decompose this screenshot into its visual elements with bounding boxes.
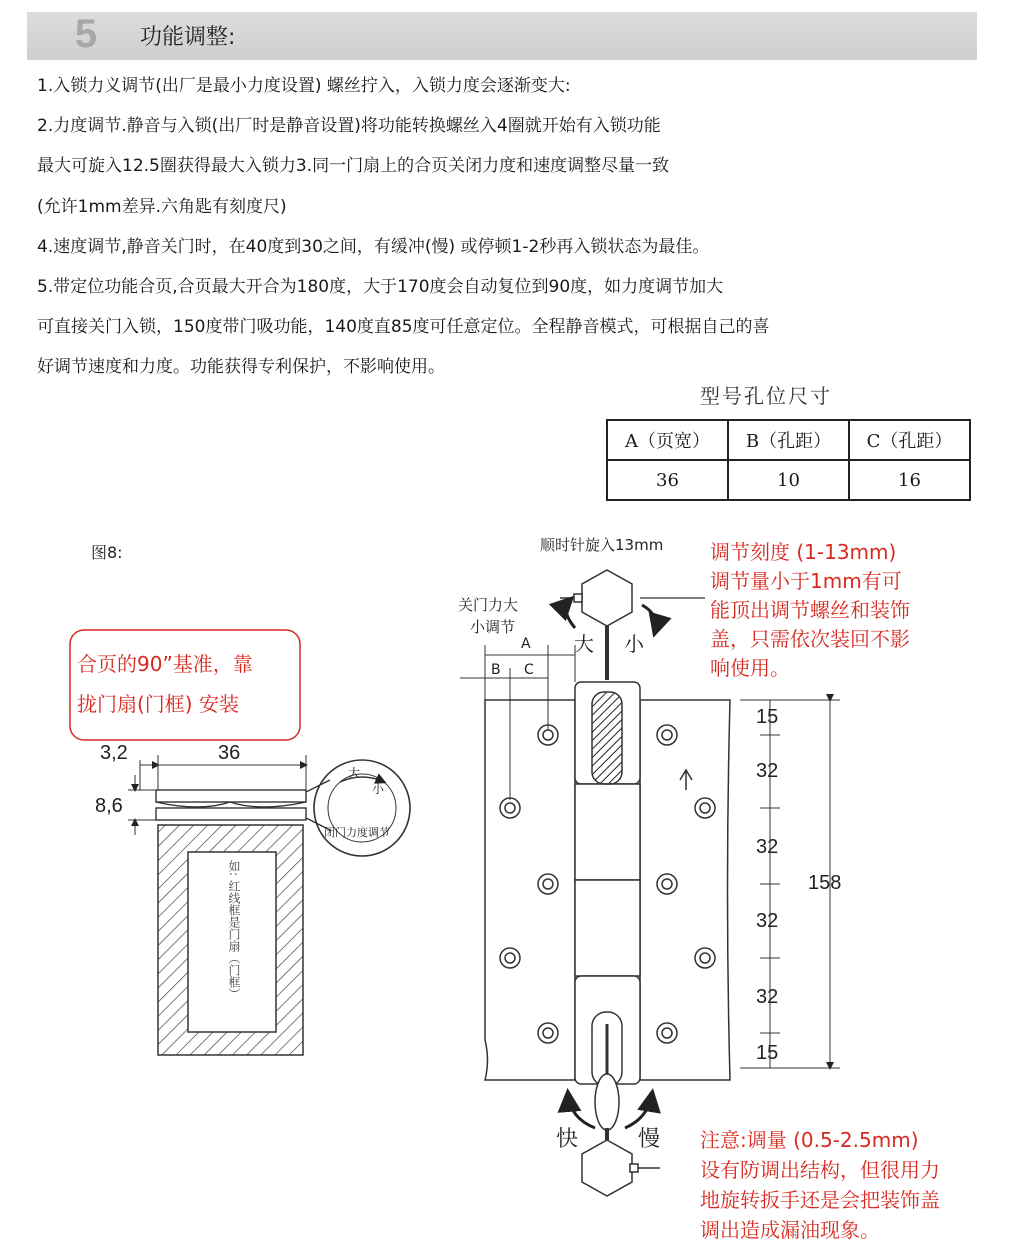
- paragraph-line: 好调节速度和力度。功能获得专利保护，不影响使用。: [37, 357, 445, 377]
- spec-header-b: B（孔距）: [728, 420, 849, 460]
- paragraph-line: 2.力度调节.静音与入锁(出厂时是静音设置)将功能转换螺丝入4圈就开始有入锁功能: [37, 116, 661, 136]
- arrow-label-slow: 慢: [638, 1127, 661, 1152]
- force-label-line-2: 小调节: [470, 618, 516, 636]
- adjust-note-line: 能顶出调节螺丝和装饰: [710, 598, 910, 622]
- clockwise-label: 顺时针旋入13mm: [540, 536, 664, 554]
- dial-label-text: 闭门力度调节: [324, 826, 390, 839]
- dim-label-a: A: [521, 636, 531, 652]
- adjust-note-line: 调节量小于1mm有可: [710, 569, 902, 593]
- spec-header-c: C（孔距）: [849, 420, 970, 460]
- dim-total-158: 158: [808, 872, 842, 894]
- force-label-line-1: 关门力大: [458, 596, 519, 614]
- dim-label-b: B: [491, 662, 501, 678]
- spec-value-c: 16: [849, 460, 970, 500]
- spec-value-a: 36: [607, 460, 728, 500]
- dial-label-big: 大: [348, 766, 361, 780]
- left-dimensions: [128, 755, 306, 835]
- left-note-line-1: 合页的90”基准，靠: [77, 652, 253, 676]
- dim-32: 32: [756, 986, 779, 1008]
- section-title: 功能调整:: [140, 25, 236, 50]
- caution-note-line: 注意:调量 (0.5-2.5mm): [700, 1128, 919, 1152]
- left-note-box: [70, 630, 300, 740]
- paragraph-line: 可直接关门入锁，150度带门吸功能，140度直85度可任意定位。全程静音模式，可根据自己的喜: [37, 317, 770, 337]
- spec-header-a: A（页宽）: [607, 420, 728, 460]
- dim-32: 32: [756, 910, 779, 932]
- dim-36: 36: [218, 742, 241, 764]
- figure-label: 图8:: [91, 543, 123, 562]
- arrow-label-fast: 快: [556, 1127, 579, 1152]
- dim-8-6: 8,6: [95, 795, 123, 817]
- spec-value-b: 10: [728, 460, 849, 500]
- dim-32: 32: [756, 836, 779, 858]
- paragraph-line: 4.速度调节,静音关门时，在40度到30之间，有缓冲(慢) 或停顿1-2秒再入锁状态为最佳。: [37, 237, 710, 257]
- paragraph-line: (允许1mm差异.六角匙有刻度尺): [37, 197, 287, 217]
- dim-label-c: C: [524, 662, 534, 678]
- adjust-note-line: 响使用。: [710, 656, 790, 680]
- frame-label: 如: 红线框是门扇（门框）: [227, 860, 241, 1000]
- caution-note-line: 设有防调出结构，但很用力: [700, 1158, 940, 1182]
- section-number: 5: [74, 12, 98, 56]
- caution-note-line: 调出造成漏油现象。: [700, 1218, 880, 1242]
- dim-3-2: 3,2: [100, 742, 128, 764]
- spec-table-title: 型号孔位尺寸: [700, 384, 832, 408]
- dim-15-bottom: 15: [756, 1042, 779, 1064]
- adjust-note-line: 调节刻度 (1-13mm): [710, 540, 897, 564]
- paragraph-line: 5.带定位功能合页,合页最大开合为180度，大于170度会自动复位到90度，如力度调节加大: [37, 277, 724, 297]
- adjust-note-line: 盖，只需依次装回不影: [710, 627, 910, 651]
- left-note-line-2: 拢门扇(门框) 安装: [77, 692, 239, 716]
- paragraph-line: 1.入锁力义调节(出厂是最小力度设置) 螺丝拧入，入锁力度会逐渐变大:: [37, 76, 571, 96]
- dial-label-small: 小: [372, 782, 385, 796]
- hinge-front-view: [485, 682, 730, 1086]
- dim-32: 32: [756, 760, 779, 782]
- arrow-label-small: 小: [624, 632, 644, 656]
- paragraph-line: 最大可旋入12.5圈获得最大入锁力3.同一门扇上的合页关闭力度和速度调整尽量一致: [37, 156, 670, 176]
- dim-15-top: 15: [756, 706, 779, 728]
- arrow-label-big: 大: [574, 632, 594, 656]
- caution-note-line: 地旋转扳手还是会把装饰盖: [700, 1188, 940, 1212]
